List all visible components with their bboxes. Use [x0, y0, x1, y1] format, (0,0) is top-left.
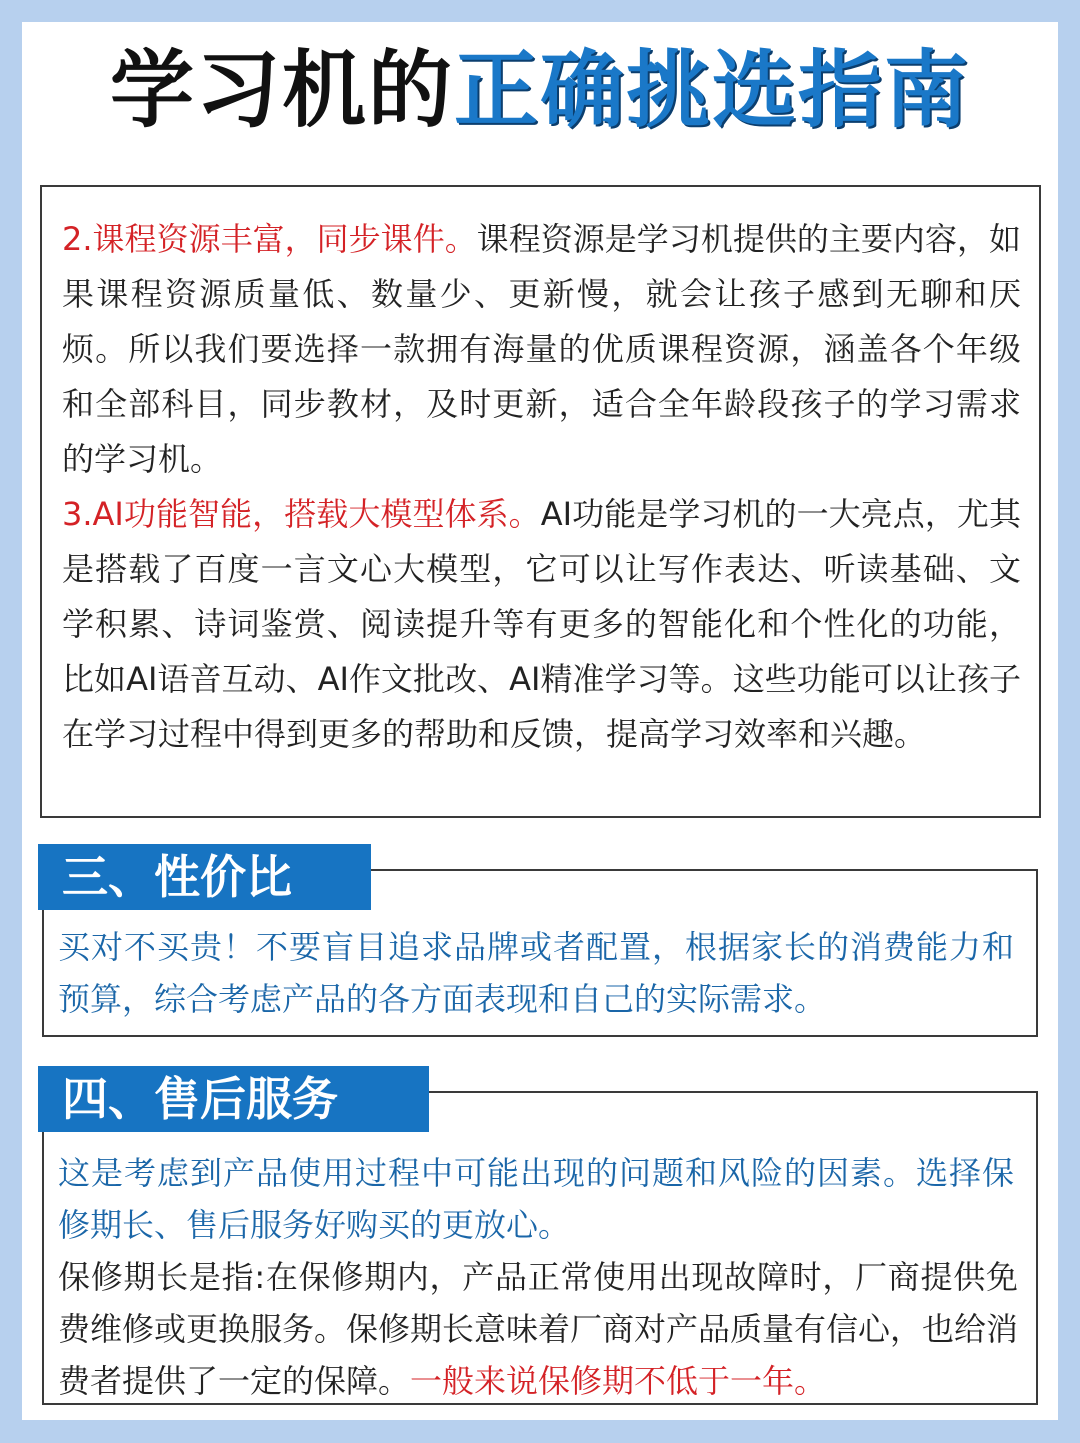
content-box-resources-ai — [40, 185, 1041, 818]
title-blue-part: 正确挑选指南 — [454, 41, 971, 139]
section-tab-after-sales: 四、售后服务 — [38, 1066, 429, 1132]
paragraph-warranty — [58, 1251, 1018, 1407]
paragraph-body: 保修期长是指:在保修期内，产品正常使用出现故障时，厂商提供免费维修或更换服务。保修期长意味着厂商对产品质量有信心，也给消费者提供了一定的保障。 — [58, 1258, 1019, 1400]
section-tab-value: 三、性价比 — [38, 844, 371, 910]
content-box-after-sales — [42, 1091, 1038, 1405]
paragraph-body: AI功能是学习机的一大亮点，尤其是搭载了百度一言文心大模型，它可以让写作表达、听读基础、文学积累、诗词鉴赏、阅读提升等有更多的智能化和个性化的功能，比如AI语音互动、AI作文批改、AI精准学习等。这些功能可以让孩子在学习过程中得到更多的帮助和反馈，提高学习效率和兴趣。 — [62, 495, 1021, 753]
warranty-highlight: 一般来说保修期不低于一年。 — [410, 1362, 827, 1400]
paragraph-course-resources — [62, 212, 1021, 487]
paragraph-heading: 2.课程资源丰富，同步课件。 — [62, 220, 477, 258]
paragraph-value: 买对不买贵！不要盲目追求品牌或者配置，根据家长的消费能力和预算，综合考虑产品的各方面表现和自己的实际需求。 — [58, 928, 1014, 1018]
paragraph-after-sales-intro: 这是考虑到产品使用过程中可能出现的问题和风险的因素。选择保修期长、售后服务好购买的更放心。 — [58, 1154, 1014, 1244]
paragraph-body: 课程资源是学习机提供的主要内容，如果课程资源质量低、数量少、更新慢，就会让孩子感到无聊和厌烦。所以我们要选择一款拥有海量的优质课程资源，涵盖各个年级和全部科目，同步教材，及时更新，适合全年龄段孩子的学习需求的学习机。 — [62, 220, 1021, 478]
title-black-part: 学习机的 — [109, 41, 454, 139]
paragraph-heading: 3.AI功能智能，搭载大模型体系。 — [62, 495, 541, 533]
paragraph-ai-features — [62, 487, 1021, 762]
page-title — [0, 40, 1080, 140]
